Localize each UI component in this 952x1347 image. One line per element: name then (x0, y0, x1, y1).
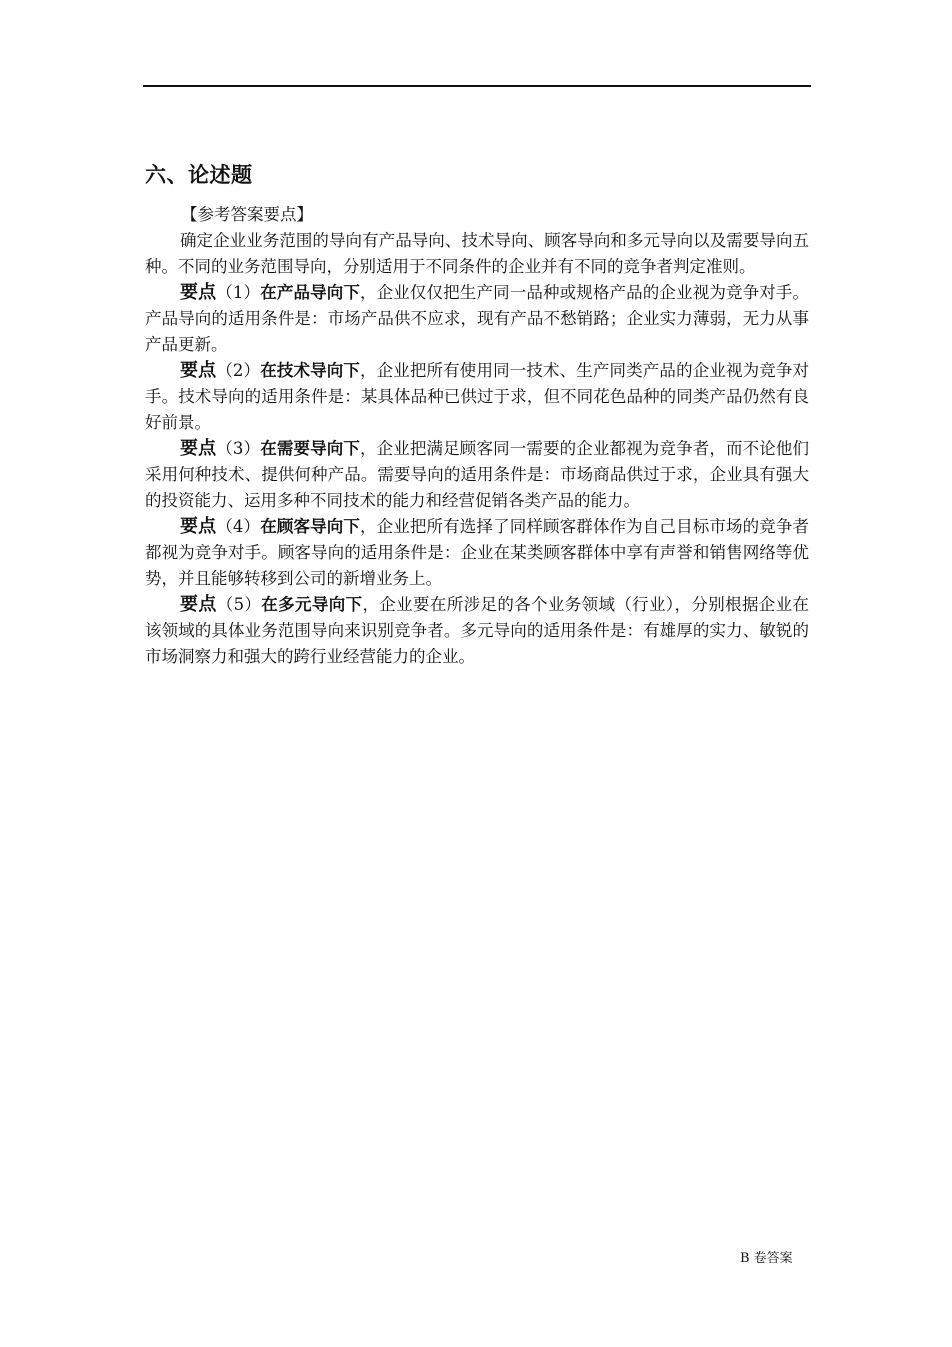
point-number: （3） (216, 439, 261, 458)
point-label: 要点 (180, 594, 217, 615)
point-label: 要点 (180, 360, 217, 381)
point-heading: 在技术导向下 (260, 361, 360, 380)
header-rule (143, 85, 811, 87)
point-heading: 在多元导向下 (261, 595, 363, 614)
point-paragraph-5 (145, 592, 809, 670)
point-text: ，企业把所有使用同一技术、生产同类产品的企业视为竞争对手。技术导向的适用条件是：某具体品种已供过于求，但不同花色品种的同类产品仍然有良好前景。 (145, 361, 810, 432)
point-text: ，企业要在所涉足的各个业务领域（行业），分别根据企业在该领域的具体业务范围导向来识别竞争者。多元导向的适用条件是：有雄厚的实力、敏锐的市场洞察力和强大的跨行业经营能力的企业。 (145, 595, 810, 666)
reference-answer-subhead: 【参考答案要点】 (181, 205, 313, 224)
point-number: （1） (216, 283, 261, 302)
point-number: （5） (216, 595, 262, 614)
point-number: （4） (216, 517, 261, 536)
page-footer-label: B 卷答案 (740, 1251, 793, 1266)
point-text: ，企业把满足顾客同一需要的企业都视为竞争者，而不论他们采用何种技术、提供何种产品。需要导向的适用条件是：市场商品供过于求，企业具有强大的投资能力、运用多种不同技术的能力和经营促销各类产品的能力。 (145, 439, 810, 510)
intro-paragraph: 确定企业业务范围的导向有产品导向、技术导向、顾客导向和多元导向以及需要导向五种。不同的业务范围导向，分别适用于不同条件的企业并有不同的竞争者判定准则。 (145, 231, 809, 276)
point-paragraph-1 (145, 280, 809, 358)
point-heading: 在顾客导向下 (260, 517, 360, 536)
point-heading: 在产品导向下 (260, 283, 360, 302)
answer-content (145, 160, 809, 670)
point-label: 要点 (180, 282, 217, 303)
point-number: （2） (216, 361, 261, 380)
point-text: ，企业仅仅把生产同一品种或规格产品的企业视为竞争对手。产品导向的适用条件是：市场产品供不应求，现有产品不愁销路；企业实力薄弱，无力从事产品更新。 (145, 283, 810, 354)
point-paragraph-3 (145, 436, 809, 514)
point-text: ，企业把所有选择了同样顾客群体作为自己目标市场的竞争者都视为竞争对手。顾客导向的适用条件是：企业在某类顾客群体中享有声誉和销售网络等优势，并且能够转移到公司的新增业务上。 (145, 517, 810, 588)
point-label: 要点 (180, 438, 217, 459)
point-paragraph-2 (145, 358, 809, 436)
point-heading: 在需要导向下 (260, 439, 360, 458)
section-title: 六、论述题 (145, 163, 253, 187)
point-paragraph-4 (145, 514, 809, 592)
point-label: 要点 (180, 516, 217, 537)
